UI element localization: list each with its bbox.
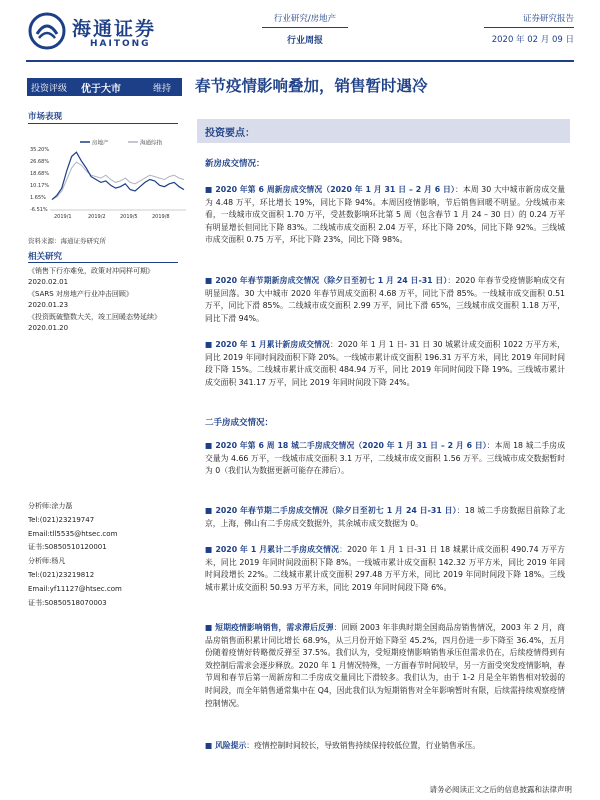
para-body: ：2020 年春节受疫情影响成交有明显回落。30 大中城市 2020 年春节周成交面积 4.68 万平，同比下滑 85%。一线城市成交面积 0.51 万平，同比下滑 85%。二线城市成交面积 2.99 万平，同比下滑 65%，三线城市成交面积 1.18 万平，同比下滑 94%。 (205, 276, 565, 323)
haitong-emblem-icon (28, 12, 66, 50)
header-category: 行业研究/房地产 (262, 12, 348, 28)
logo-chinese-name: 海通证券 (72, 18, 157, 40)
analyst-cert: 证书:S0850518070003 (28, 598, 107, 607)
header-rule (26, 60, 574, 62)
market-performance-chart (28, 138, 188, 220)
bullet-icon: ■ (205, 441, 216, 450)
para-head: 2020 年 1 月累计新房成交情况 (215, 340, 330, 349)
header-report-type: 行业周报 (286, 36, 323, 46)
new-house-monthly-paragraph (205, 339, 565, 389)
para-body: ：2020 年 1 月 1 日- 31 日 30 城累计成交面积 1022 万平方米，同比 2019 年同时间段面积下降 20%。一线城市累计成交面积 196.31 万平方米，同比 2019 年同时间段下降 15%。二线城市累计成交面积 484.94 万平，同比 2019 年同时间段下降 19%。三线城市累计成交面积 341.17 万平，同比 2019 年同时间段下降 24%。 (205, 340, 565, 387)
second-hand-monthly-paragraph (205, 544, 565, 594)
related-item-title: 《SARS 对房地产行业冲击回顾》 (28, 290, 133, 298)
rating-label: 投资评级 (31, 84, 68, 94)
header-meta-block (484, 12, 574, 45)
market-performance-label: 市场表现 (28, 112, 63, 122)
related-item-title: 《投资既破整数大关，竣工回暖态势延续》 (28, 313, 161, 321)
analyst-tel: Tel:(021)23219812 (28, 570, 95, 579)
analyst-name: 分析师:杨凡 (28, 557, 66, 566)
bullet-icon: ■ (205, 741, 216, 750)
bullet-icon: ■ (205, 545, 216, 554)
related-research-label: 相关研究 (28, 252, 63, 262)
para-body: ：2020 年 1 月 1 日-31 日 18 城累计成交面积 490.74 万平方米，同比 2019 年同时间段面积下降 8%。一线城市累计成交面积 142.32 万平方米，同比 2019 年同时间段增长 22%。二线城市累计成交面积 297.48 万平方米，同比 2019 年同时间段下降 18%。三线城市累计成交面积 50.93 万平方米，同比 2019 年同时间段下降 6%。 (205, 545, 565, 592)
analyst-name: 分析师:涂力磊 (28, 502, 73, 510)
second-hand-weekly-paragraph (205, 440, 565, 478)
key-points-bar (197, 119, 570, 143)
y-tick: 10.17% (30, 183, 50, 189)
chart-source: 资料来源：海通证券研究所 (28, 237, 106, 245)
page-header (0, 0, 600, 62)
bullet-icon: ■ (205, 276, 216, 285)
analyst-email[interactable]: Email:tll5535@htsec.com (28, 529, 118, 538)
chart-x-ticks (54, 214, 170, 220)
y-tick: 18.68% (30, 171, 50, 177)
header-date: 2020 年 02 月 09 日 (491, 35, 574, 45)
related-item-date: 2020.02.01 (28, 278, 69, 286)
y-tick: -6.51% (30, 207, 48, 213)
new-house-festival-paragraph (205, 275, 565, 325)
para-body: ：本周 18 城二手房成交量为 4.66 万平，一线城市成交面积 3.1 万平，二线城市成交面积 1.56 万平。三线城市成交数据暂时为 0（我们认为数据更新可能存在滞后）。 (205, 441, 565, 476)
para-head: 2020 年第 6 周新房成交情况（2020 年 1 月 31 日 – 2 月 6 日） (215, 185, 455, 194)
investment-rating-bar (27, 78, 182, 96)
related-item[interactable] (28, 289, 176, 311)
para-body: ：回顾 2003 年非典时期全国商品房销售情况，2003 年 2 月，商品房销售面积累计同比增长 68.9%，从三月份开始下降至 45.2%，四月份进一步下降至 36.4%，五月份随着疫情好转略微反弹至 37.5%。我们认为，受短期疫情影响销售承压但需求仍在，后续疫情得到有效控制后需求会逐步释放。2020 年 1 月情况特殊，一方面春节时间较早，另一方面受突发疫情影响，春节周和春节后第一周新房和二手房成交量同比下滑较多。我们认为，由于 1-2 月是全年销售相对较弱的时间段，而全年销售通常集中在 Q4，因此我们认为短期销售对全年影响暂时有限，后续需持续观察疫情控制情况。 (205, 623, 565, 708)
para-head: 风险提示 (215, 741, 247, 750)
para-head: 2020 年第 6 周 18 城二手房成交情况（2020 年 1 月 31 日 – 2 月 6 日） (215, 441, 487, 450)
series-line-property (52, 152, 184, 199)
new-house-weekly-paragraph (205, 184, 565, 247)
x-tick: 2019/8 (152, 214, 170, 220)
second-hand-heading: 二手房成交情况： (205, 418, 274, 428)
para-head: 短期疫情影响销售，需求滞后反弹 (215, 623, 334, 632)
para-head: 2020 年春节期新房成交情况（除夕日至初七 1 月 24 日-31 日） (215, 276, 448, 285)
chart-y-ticks (30, 147, 49, 213)
report-title: 春节疫情影响叠加，销售暂时遇冷 (195, 76, 428, 95)
rating-status: 维持 (153, 84, 172, 94)
y-tick: 35.20% (30, 147, 50, 153)
haitong-logo (28, 12, 178, 52)
legend-label-property: 房地产 (92, 140, 109, 147)
bullet-icon: ■ (205, 506, 216, 515)
para-head: 2020 年春节期二手房成交情况（除夕日至初七 1 月 24 日-31 日） (215, 506, 457, 515)
second-hand-festival-paragraph (205, 505, 565, 530)
header-report-label: 证券研究报告 (484, 12, 574, 28)
outlook-paragraph (205, 622, 565, 710)
logo-english-name: HAITONG (90, 39, 151, 49)
bullet-icon: ■ (205, 340, 216, 349)
analyst-email[interactable]: Email:yf11127@htsec.com (28, 584, 122, 593)
chart-legend (80, 139, 163, 147)
x-tick: 2019/1 (54, 214, 72, 220)
series-line-index (52, 162, 184, 199)
para-body: ：18 城二手房数据目前除了北京，上海，佛山有二手房成交数据外，其余城市成交数据为 0。 (205, 506, 565, 528)
risk-paragraph (205, 740, 565, 753)
analyst-cert: 证书:S0850510120001 (28, 543, 107, 552)
para-body: ：本周 30 大中城市新房成交量为 4.48 万平，环比增长 19%，同比下降 94%。本周因疫情影响，节后销售回暖不明显。分线城市来看，一线城市成交面积 1.70 万平，受甚数影响环比第 5 周（包含春节 1 月 24 – 30 日）的 0.24 万平有明显增长但同比下降 83%。二线城市成交面积 2.04 万平，环比下降 20%，同比下降 92%。三线城市成交面积 0.75 万平，环比下降 23%，同比下降 98%。 (205, 185, 565, 245)
bullet-icon: ■ (205, 185, 216, 194)
analyst-contacts (28, 500, 178, 610)
related-research-list (28, 266, 176, 335)
x-tick: 2019/5 (120, 214, 138, 220)
legend-label-index: 海通综指 (140, 140, 163, 147)
related-item[interactable] (28, 312, 176, 334)
key-points-heading: 投资要点： (205, 128, 255, 139)
analyst-tel: Tel:(021)23219747 (28, 515, 95, 524)
related-item[interactable] (28, 266, 176, 288)
new-house-heading: 新房成交情况： (205, 159, 265, 169)
footer-disclaimer: 请务必阅读正文之后的信息披露和法律声明 (429, 785, 572, 794)
related-rule (28, 262, 178, 263)
rating-value: 优于大市 (81, 84, 121, 95)
x-tick: 2019/2 (88, 214, 106, 220)
header-category-block (262, 12, 348, 46)
y-tick: 26.68% (30, 159, 50, 165)
related-item-title: 《销售下行亦难免，政策对冲同样可期》 (28, 267, 154, 275)
related-item-date: 2020.01.20 (28, 324, 69, 332)
market-rule (28, 123, 178, 124)
para-head: 2020 年 1 月累计二手房成交情况 (215, 545, 340, 554)
para-body: ：疫情控制时间较长，导致销售持续保持较低位置，行业销售承压。 (246, 741, 481, 750)
bullet-icon: ■ (205, 623, 216, 632)
y-tick: 1.65% (30, 195, 46, 201)
related-item-date: 2020.01.23 (28, 301, 69, 309)
